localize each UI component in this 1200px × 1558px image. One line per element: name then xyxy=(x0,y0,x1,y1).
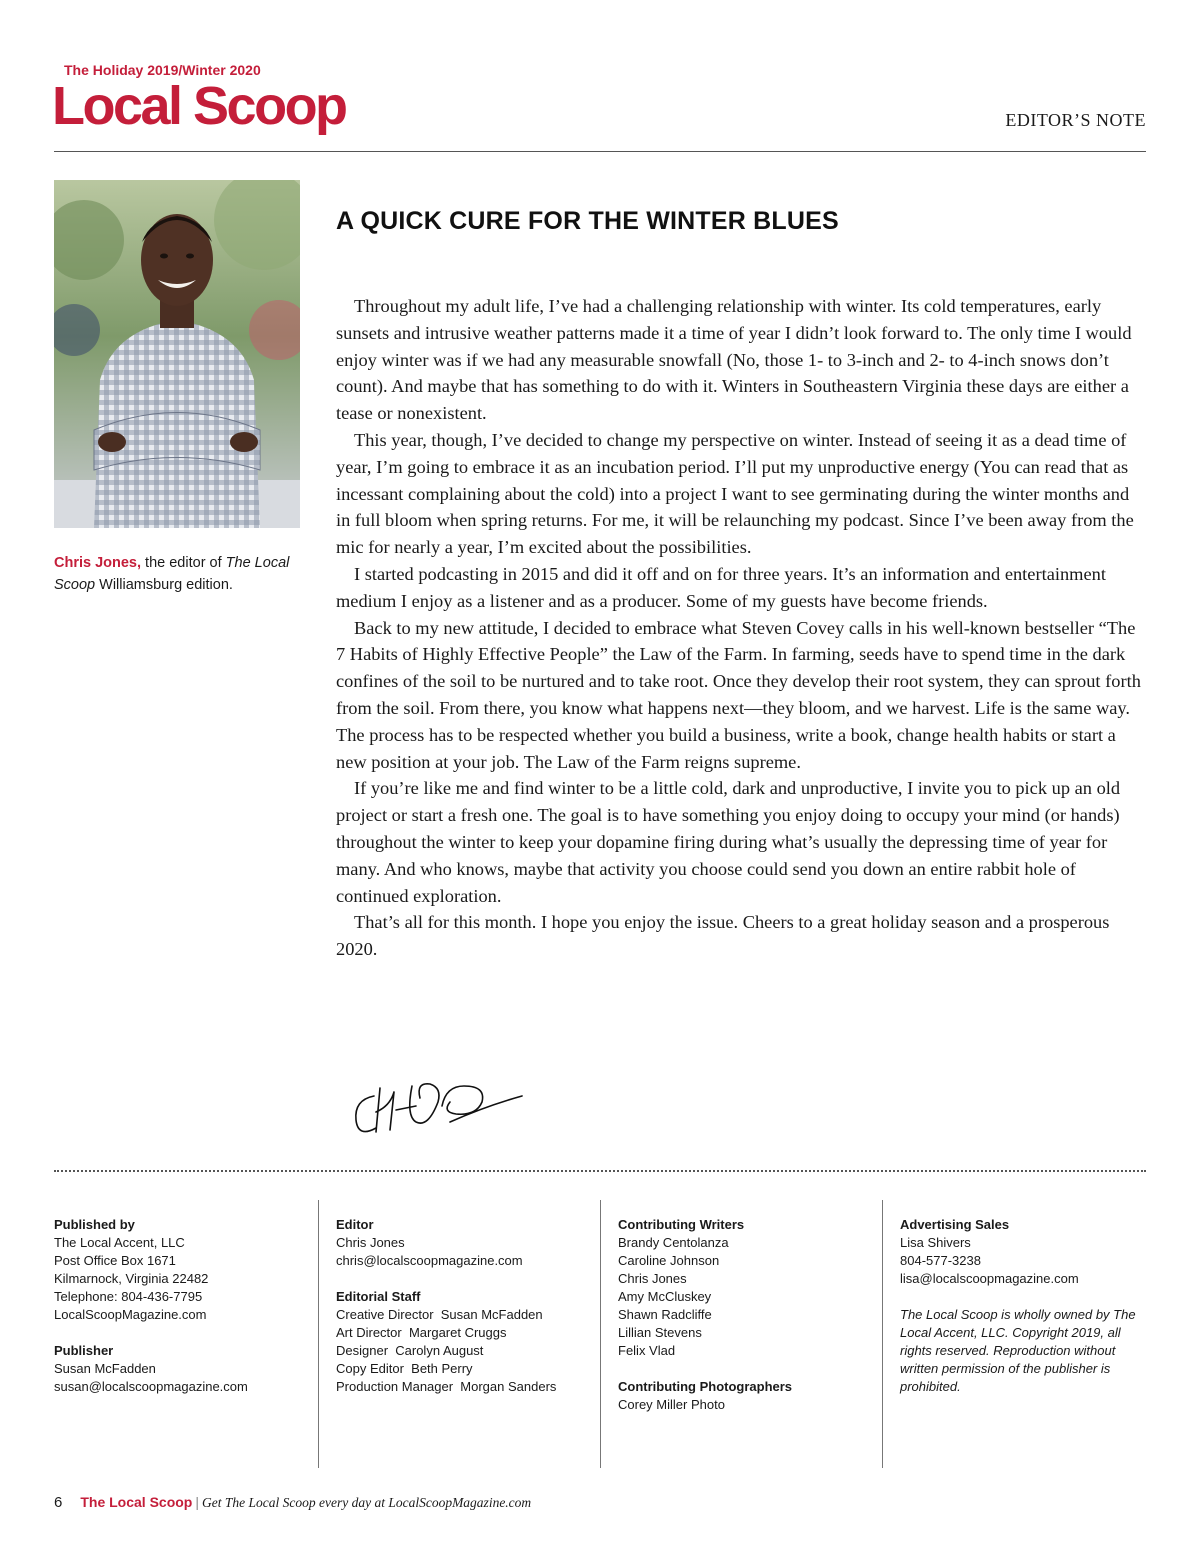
contributing-photographers-heading: Contributing Photographers xyxy=(618,1379,793,1394)
staff-copy-editor: Copy Editor Beth Perry xyxy=(336,1361,473,1376)
staff-art-director: Art Director Margaret Cruggs xyxy=(336,1325,507,1340)
header-divider xyxy=(54,151,1146,152)
writer-name: Caroline Johnson xyxy=(618,1253,720,1268)
column-divider xyxy=(600,1200,601,1468)
caption-publication: The Local Scoop xyxy=(54,555,290,593)
photographer-name: Corey Miller Photo xyxy=(618,1397,725,1412)
staff-creative-director: Creative Director Susan McFadden xyxy=(336,1307,543,1322)
footer-brand: The Local Scoop xyxy=(80,1494,193,1510)
publisher-email[interactable]: susan@localscoopmagazine.com xyxy=(54,1379,248,1394)
caption-text: the editor of xyxy=(141,555,226,571)
editorial-staff-heading: Editorial Staff xyxy=(336,1289,421,1304)
article-paragraph: Throughout my adult life, I’ve had a challenging relationship with winter. Its cold temperatures, early sunsets and intrusive weather patterns made it a time of year I didn’t look forward to. The only time I would enjoy winter was if we had any measurable snowfall (No, those 1- to 3-inch and 2- to 4-inch snows don’t count). And maybe that has something to do with it. Winters in Southeastern Virginia these days are either a tease or nonexistent. xyxy=(336,296,1132,424)
writer-name: Brandy Centolanza xyxy=(618,1235,729,1250)
writer-name: Lillian Stevens xyxy=(618,1325,702,1340)
caption-text-end: Williamsburg edition. xyxy=(95,577,233,593)
staff-production-manager: Production Manager Morgan Sanders xyxy=(336,1379,557,1394)
contributing-writers-heading: Contributing Writers xyxy=(618,1217,745,1232)
article-paragraph: I started podcasting in 2015 and did it off and on for three years. It’s an information and entertainment medium I enjoy as a listener and as a producer. Some of my guests have become friends. xyxy=(336,563,1106,611)
footer-separator: | xyxy=(195,1494,199,1510)
sales-name: Lisa Shivers xyxy=(900,1235,971,1250)
photo-caption xyxy=(54,552,294,596)
editor-heading: Editor xyxy=(336,1217,374,1232)
page-footer xyxy=(54,1494,531,1511)
advertising-sales-heading: Advertising Sales xyxy=(900,1217,1010,1232)
staff-designer: Designer Carolyn August xyxy=(336,1343,484,1358)
masthead-column-contributors xyxy=(618,1200,868,1468)
publisher-city: Kilmarnock, Virginia 22482 xyxy=(54,1271,209,1286)
article-paragraph: Back to my new attitude, I decided to embrace what Steven Covey calls in his well-known bestseller “The 7 Habits of Highly Effective People” the Law of the Farm. In farming, seeds have to spend time in the dark confines of the soil to be nurtured and to take root. Once they develop their root system, they can sprout forth from the soil. From there, you know what happens next—they bloom, and we harvest. Life is the same way. The process has to be respected whether you build a business, write a book, change health habits or start a new position at your job. The Law of the Farm reigns supreme. xyxy=(336,617,1141,772)
writer-name: Shawn Radcliffe xyxy=(618,1307,712,1322)
caption-name: Chris Jones, xyxy=(54,555,142,571)
editor-signature xyxy=(346,1066,526,1152)
sales-phone: 804-577-3238 xyxy=(900,1253,981,1268)
article-body xyxy=(336,293,1146,963)
publisher-website[interactable]: LocalScoopMagazine.com xyxy=(54,1307,207,1322)
writer-name: Amy McCluskey xyxy=(618,1289,712,1304)
section-label: EDITOR’S NOTE xyxy=(1005,110,1146,130)
masthead-column-editorial xyxy=(336,1200,586,1468)
publisher-name: Susan McFadden xyxy=(54,1361,156,1376)
publisher-heading: Publisher xyxy=(54,1343,114,1358)
column-divider xyxy=(882,1200,883,1468)
sales-email[interactable]: lisa@localscoopmagazine.com xyxy=(900,1271,1079,1286)
article-paragraph: If you’re like me and find winter to be a little cold, dark and unproductive, I invite you to pick up an old project or start a fresh one. The goal is to have something you enjoy doing to occupy your mind (or hands) throughout the winter to keep your dopamine firing during what’s usually the depressing time of year for many. And who knows, maybe that activity you choose could send you down an entire rabbit hole of continued exploration. xyxy=(336,778,1121,906)
article-paragraph: This year, though, I’ve decided to change my perspective on winter. Instead of seeing it as a dead time of year, I’m going to embrace it as an incubation period. I’ll put my unproductive energy (You can read that as incessant complaining about the cold) into a project I want to see germinating during the winter months and in full bloom when spring returns. For me, it will be relaunching my podcast. Since I’ve been away from the mic for nearly a year, I’m excited about the possibilities. xyxy=(336,429,1134,558)
page-number: 6 xyxy=(54,1494,63,1511)
ownership-note: The Local Scoop is wholly owned by The Local Accent, LLC. Copyright 2019, all rights reserved. Reproduction without written permission of the publisher is prohibited. xyxy=(900,1307,1136,1394)
published-by-heading: Published by xyxy=(54,1217,135,1232)
masthead-column-sales xyxy=(900,1200,1146,1468)
masthead xyxy=(54,1200,1146,1468)
footer-tagline: Get The Local Scoop every day at LocalScoopMagazine.com xyxy=(202,1495,532,1510)
editor-name: Chris Jones xyxy=(336,1235,405,1250)
magazine-logo: Local Scoop xyxy=(52,76,346,136)
article-paragraph: That’s all for this month. I hope you enjoy the issue. Cheers to a great holiday season and a prosperous 2020. xyxy=(336,912,1110,960)
editor-photo xyxy=(54,180,300,528)
column-divider xyxy=(318,1200,319,1468)
editor-portrait-illustration xyxy=(54,180,300,528)
publisher-address: Post Office Box 1671 xyxy=(54,1253,176,1268)
article-headline: A QUICK CURE FOR THE WINTER BLUES xyxy=(336,207,839,235)
writer-name: Chris Jones xyxy=(618,1271,687,1286)
masthead-divider xyxy=(54,1170,1146,1172)
publisher-company: The Local Accent, LLC xyxy=(54,1235,185,1250)
writer-name: Felix Vlad xyxy=(618,1343,676,1358)
issue-date: The Holiday 2019/Winter 2020 xyxy=(64,62,261,78)
masthead-column-publisher xyxy=(54,1200,304,1468)
editor-email[interactable]: chris@localscoopmagazine.com xyxy=(336,1253,523,1268)
publisher-telephone: Telephone: 804-436-7795 xyxy=(54,1289,203,1304)
